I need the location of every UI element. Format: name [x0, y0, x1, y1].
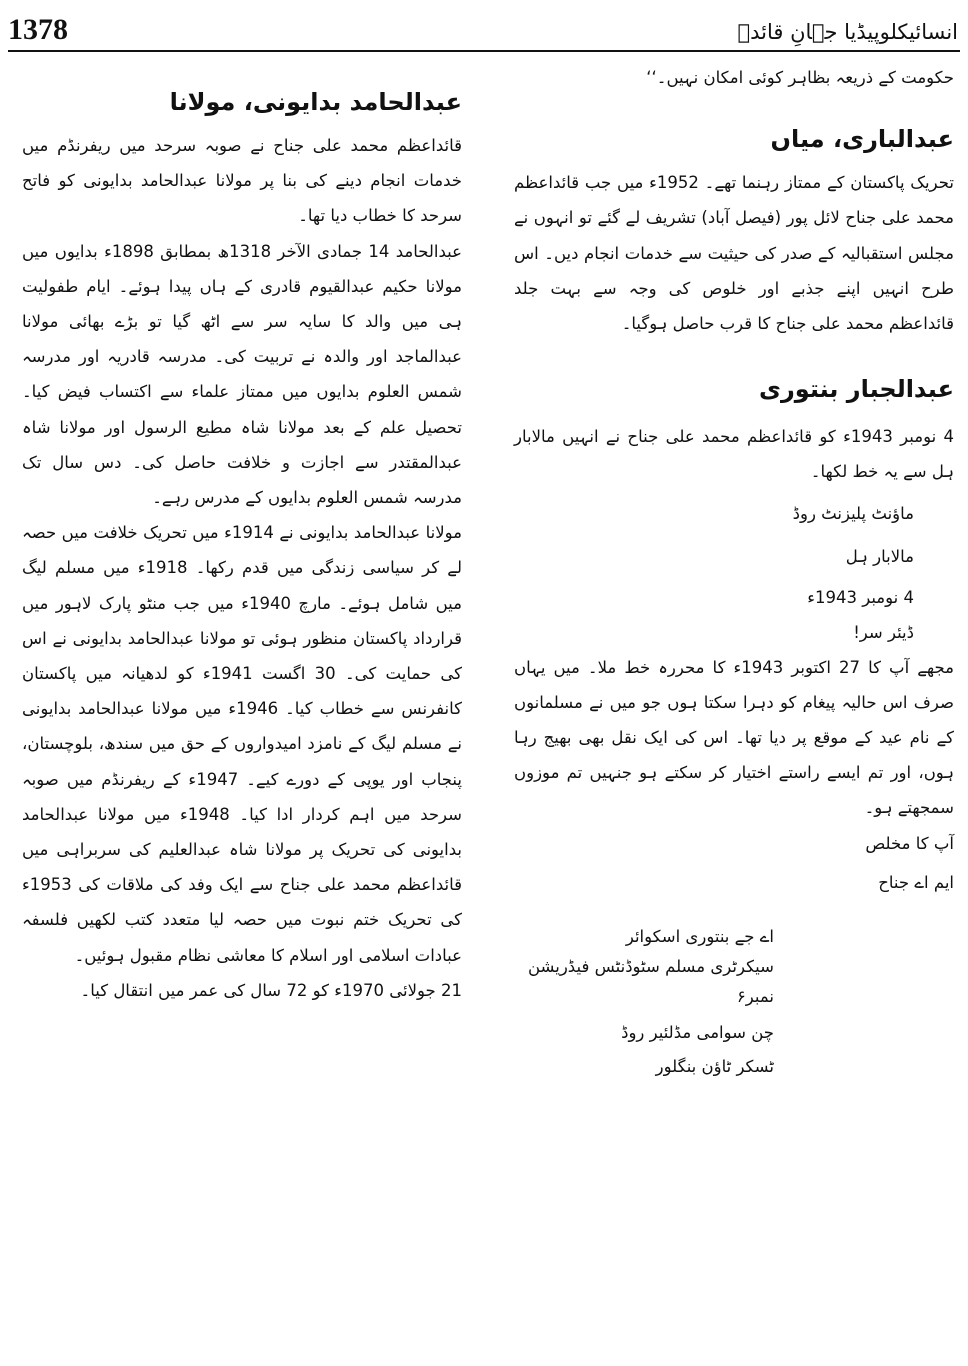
page-number: 1378	[8, 13, 68, 46]
quote-close: حکومت کے ذریعہ بظاہر کوئی امکان نہیں۔‘‘	[646, 68, 954, 87]
left-column	[22, 82, 462, 1008]
letter-salutation: ڈیئر سر!	[853, 622, 914, 642]
hamid-paragraph-1: قائداعظم محمد علی جناح نے صوبہ سرحد میں ریفرنڈم میں خدمات انجام دینے کی بنا پر مولانا عبدالحامد بدایونی کو فاتح سرحد کا خطاب دیا تھا۔	[22, 136, 462, 226]
letter-body: مجھے آپ کا 27 اکتوبر 1943ء کا محررہ خط ملا۔ میں یہاں صرف اس حالیہ پیغام کو دہرا سکتا ہوں جو میں نے مسلمانوں کے نام عید کے موقع پر دیا تھا۔ اس کی ایک نقل بھی بھیج رہا ہوں، اور تم ایسے راستے اختیار کر سکتے ہو جنہیں تم موزوں سمجھتے ہو۔	[514, 657, 955, 818]
letter-address-2: مالابار ہل	[845, 546, 914, 566]
hamid-paragraph-4: 21 جولائی 1970ء کو 72 سال کی عمر میں انتقال کیا۔	[80, 980, 462, 1000]
running-title: انسائیکلوپیڈیا جہانِ قائدؒ	[737, 20, 958, 44]
header-rule	[8, 50, 960, 52]
heading-abdul-hamid: عبدالحامد بدایونی، مولانا	[169, 88, 462, 116]
heading-abdul-bari: عبدالباری، میاں	[770, 125, 954, 154]
letter-closing-1: آپ کا مخلص	[865, 833, 954, 853]
hamid-paragraph-2: عبدالحامد 14 جمادی الآخر 1318ھ بمطابق 1898ء بدایوں میں مولانا حکیم عبدالقیوم قادری کے ہاں پیدا ہوئے۔ ایام طفولیت ہی میں والد کا سایہ سر سے اٹھ گیا تو بڑے بھائی مولانا عبدالماجد اور والدہ نے تربیت کی۔ مدرسہ قادریہ اور مدرسہ شمس العلوم بدایوں میں ممتاز علماء سے اکتساب فیض کیا۔ تحصیل علم کے بعد مولانا شاہ مطیع الرسول اور مولانا شاہ عبدالمقتدر سے اجازت و خلافت حاصل کی۔ دس سال تک مدرسہ شمس العلوم بدایوں کے مدرس رہے۔	[22, 241, 462, 508]
hamid-paragraph-3: مولانا عبدالحامد بدایونی نے 1914ء میں تحریک خلافت میں حصہ لے کر سیاسی زندگی میں قدم رکھا۔ 1918ء میں مسلم لیگ میں شامل ہوئے۔ مارچ 1940ء میں جب منٹو پارک لاہور میں قرارداد پاکستان منظور ہوئی تو مولانا عبدالحامد بدایونی نے اس کی حمایت کی۔ 30 اگست 1941ء کو لدھیانہ میں پاکستان کانفرنس سے خطاب کیا۔ 1946ء میں مولانا عبدالحامد بدایونی نے مسلم لیگ کے نامزد امیدواروں کے حق میں سندھ، بلوچستان، پنجاب اور یوپی کے دورے کیے۔ 1947ء کے ریفرنڈم میں صوبہ سرحد میں اہم کردار ادا کیا۔ 1948ء میں مولانا عبدالحامد بدایونی کی تحریک پر مولانا شاہ عبدالعلیم کی سربراہی میں قائداعظم محمد علی جناح سے ایک وفد کی ملاقات کی 1953ء کی تحریک ختم نبوت میں حصہ لیا متعدد کتب لکھیں فلسفہ عبادات اسلامی اور اسلام کا معاشی نظام مقبول ہوئیں۔	[22, 523, 463, 965]
letter-closing-2: ایم اے جناح	[878, 872, 954, 892]
recipient-line-2: سیکرٹری مسلم سٹوڈنٹس فیڈریشن نمبر۶	[527, 956, 774, 1006]
letter-date: 4 نومبر 1943ء	[807, 587, 914, 607]
recipient-address	[514, 922, 954, 1082]
recipient-line-4: ٹسکر ٹاؤن بنگلور	[655, 1056, 774, 1076]
letter	[514, 496, 954, 650]
right-column	[514, 60, 954, 1082]
bari-paragraph: تحریک پاکستان کے ممتاز رہنما تھے۔ 1952ء میں جب قائداعظم محمد علی جناح لائل پور (فیصل آباد) تشریف لے گئے تو انہوں نے مجلس استقبالیہ کے صدر کی حیثیت سے خدمات انجام دیں۔ اس طرح انہیں اپنے جذبے اور خلوص کی وجہ سے بہت جلد قائداعظم محمد علی جناح کا قرب حاصل ہوگیا۔	[514, 173, 955, 334]
recipient-line-1: اے جے بنتوری اسکوائر	[625, 926, 774, 946]
letter-address-1: ماؤنٹ پلیزنٹ روڈ	[792, 503, 914, 523]
jabbar-intro: 4 نومبر 1943ء کو قائداعظم محمد علی جناح نے انہیں مالابار ہل سے یہ خط لکھا۔	[514, 427, 954, 482]
heading-abdul-jabbar: عبدالجبار بنتوری	[758, 375, 954, 404]
recipient-line-3: چن سوامی مڈلئیر روڈ	[621, 1022, 774, 1042]
